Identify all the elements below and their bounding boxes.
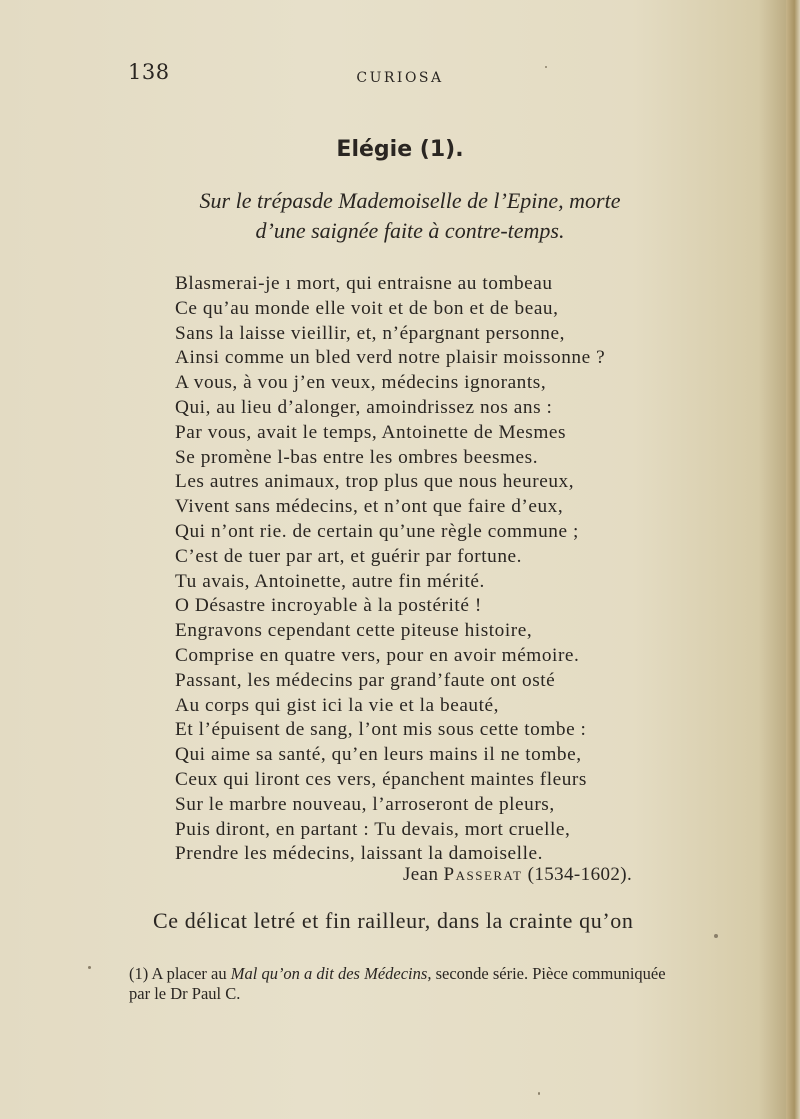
- verse-line: Prendre les médecins, laissant la damoiselle.: [175, 843, 543, 865]
- verse-line: Et l’épuisent de sang, l’ont mis sous cette tombe :: [175, 719, 587, 741]
- verse-line: Les autres animaux, trop plus que nous heureux,: [175, 471, 575, 493]
- body-paragraph-start: Ce délicat letré et fin railleur, dans la crainte qu’on: [153, 908, 634, 933]
- page-edge-shadow: [786, 0, 800, 1119]
- footnote-marker: (1): [129, 964, 149, 983]
- poem-signature: [403, 864, 632, 886]
- verse-line: A vous, à vou j’en veux, médecins ignorants,: [175, 372, 547, 394]
- verse-line: Par vous, avait le temps, Antoinette de Mesmes: [175, 421, 567, 443]
- poem-subtitle-line-2: d’une saignée faite à contre-temps.: [255, 218, 565, 243]
- verse-line: Sans la laisse vieillir, et, n’épargnant personne,: [175, 322, 565, 344]
- verse-line: Comprise en quatre vers, pour en avoir mémoire.: [175, 644, 580, 666]
- verse-line: Qui n’ont rie. de certain qu’une règle commune ;: [175, 520, 579, 542]
- paper-speck: [88, 966, 91, 969]
- verse-line: Ainsi comme un bled verd notre plaisir moissonne ?: [175, 347, 606, 369]
- verse-line: Tu avais, Antoinette, autre fin mérité.: [175, 570, 485, 592]
- verse-line: O Désastre incroyable à la postérité !: [175, 595, 482, 617]
- running-title: CURIOSA: [356, 70, 444, 86]
- footnote: [129, 964, 674, 1004]
- verse-line: Passant, les médecins par grand’faute ont osté: [175, 669, 556, 691]
- verse-line: Au corps qui gist ici la vie et la beauté,: [175, 694, 500, 716]
- verse-line: Qui, au lieu d’alonger, amoindrissez nos ans :: [175, 396, 553, 418]
- verse-line: Ce qu’au monde elle voit et de bon et de beau,: [175, 297, 559, 319]
- footnote-text-before: A placer au: [151, 964, 227, 983]
- verse-line: Vivent sans médecins, et n’ont que faire d’eux,: [175, 496, 564, 518]
- verse-line: Ceux qui liront ces vers, épanchent maintes fleurs: [175, 768, 587, 790]
- verse-line: Blasmerai-je ı mort, qui entraisne au tombeau: [175, 273, 553, 294]
- paper-speck: [538, 1092, 540, 1095]
- verse-line: C’est de tuer par art, et guérir par fortune.: [175, 545, 523, 567]
- author-first-name: Jean: [403, 864, 439, 885]
- page-number: 138: [128, 60, 170, 84]
- poem-verses: [175, 272, 655, 867]
- verse-line: Sur le marbre nouveau, l’arroseront de pleurs,: [175, 793, 555, 815]
- verse-line: Engravons cependant cette piteuse histoire,: [175, 620, 533, 642]
- paper-speck: [714, 934, 718, 938]
- author-dates: (1534-1602).: [527, 864, 633, 885]
- verse-line: Se promène l-bas entre les ombres beesmes.: [175, 446, 539, 468]
- paper-speck: [545, 66, 547, 68]
- verse-line: Qui aime sa santé, qu’en leurs mains il ne tombe,: [175, 744, 582, 766]
- poem-title: Elégie (1).: [336, 137, 464, 162]
- poem-subtitle-line-1: Sur le trépasde Mademoiselle de l’Epine, morte: [199, 188, 621, 213]
- author-last-name: Passerat: [443, 864, 523, 885]
- footnote-italic-reference: Mal qu’on a dit des Médecins,: [230, 964, 432, 983]
- verse-line: Puis diront, en partant : Tu devais, mort cruelle,: [175, 818, 571, 840]
- footnote-text-after: seconde série. Pièce communiquée par le Dr Paul C.: [129, 964, 666, 1003]
